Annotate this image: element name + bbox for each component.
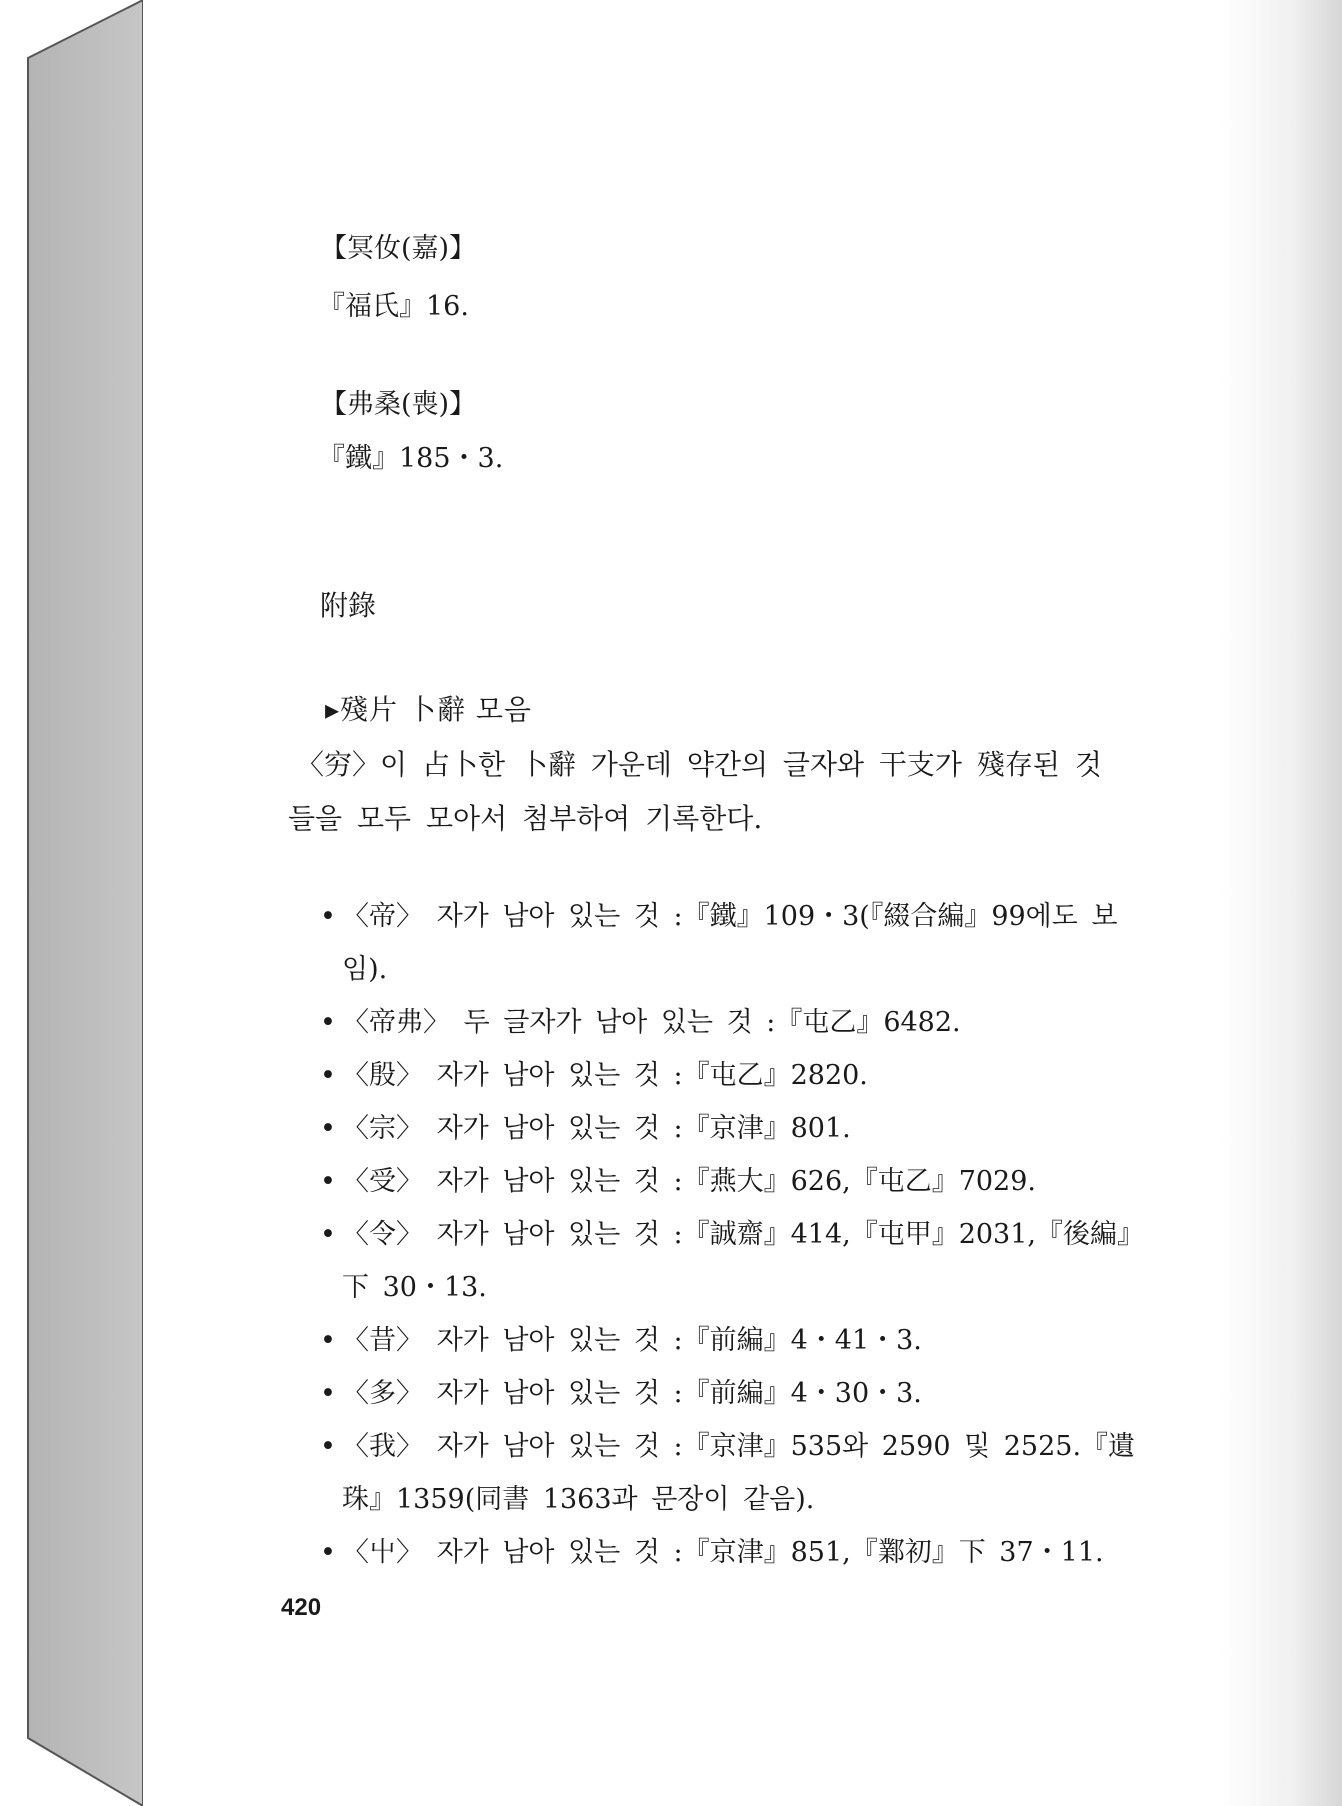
section-heading: ▸殘片 卜辭 모음 (325, 693, 532, 726)
item-line: 〈帝〉 자가 남아 있는 것 :『鐵』109・3(『綴合編』99에도 보 (342, 901, 1118, 932)
list-item (320, 996, 1190, 1049)
appendix-title: 附錄 (320, 589, 377, 622)
item-line: 임). (342, 954, 388, 985)
item-line: 〈殷〉 자가 남아 있는 것 :『屯乙』2820. (342, 1060, 868, 1091)
bullet-icon: • (320, 1378, 336, 1409)
bullet-icon: • (320, 1060, 336, 1091)
item-line: 〈多〉 자가 남아 있는 것 :『前編』4・30・3. (342, 1378, 922, 1409)
list-item (320, 1420, 1190, 1526)
list-item (320, 1102, 1190, 1155)
bullet-icon: • (320, 1325, 336, 1356)
item-line: 〈帝弗〉 두 글자가 남아 있는 것 :『屯乙』6482. (342, 1007, 961, 1038)
entry-reference: 『鐵』185・3. (318, 443, 504, 474)
page-number: 420 (281, 1594, 322, 1621)
bullet-icon: • (320, 1537, 336, 1568)
intro-line: 들을 모두 모아서 첨부하여 기록한다. (288, 802, 763, 835)
bullet-icon: • (320, 901, 336, 932)
entry-title: 【弗桑(喪)】 (320, 389, 477, 420)
entry-title: 【冥㚢(嘉)】 (320, 233, 477, 264)
list-item (320, 1155, 1190, 1208)
bullet-icon: • (320, 1219, 336, 1250)
bullet-icon: • (320, 1007, 336, 1038)
entry-reference: 『福氏』16. (318, 291, 469, 322)
item-line: 珠』1359(同書 1363과 문장이 같음). (342, 1484, 815, 1515)
list-item (320, 890, 1190, 996)
intro-paragraph (288, 738, 1188, 846)
item-line: 〈宗〉 자가 남아 있는 것 :『京津』801. (342, 1113, 851, 1144)
item-line: 〈受〉 자가 남아 있는 것 :『燕大』626,『屯乙』7029. (342, 1166, 1036, 1197)
list-item (320, 1208, 1190, 1314)
item-line: 〈令〉 자가 남아 있는 것 :『誠齋』414,『屯甲』2031,『後編』 (342, 1219, 1144, 1250)
item-line: 下 30・13. (342, 1272, 487, 1303)
bullet-icon: • (320, 1166, 336, 1197)
list-item (320, 1367, 1190, 1420)
list-item (320, 1049, 1190, 1102)
bullet-icon: • (320, 1113, 336, 1144)
fragment-list (320, 890, 1190, 1579)
item-line: 〈我〉 자가 남아 있는 것 :『京津』535와 2590 및 2525.『遺 (342, 1431, 1136, 1462)
bullet-icon: • (320, 1431, 336, 1462)
list-item (320, 1526, 1190, 1579)
item-line: 〈屮〉 자가 남아 있는 것 :『京津』851,『鄴初』下 37・11. (342, 1537, 1104, 1568)
item-line: 〈昔〉 자가 남아 있는 것 :『前編』4・41・3. (342, 1325, 922, 1356)
intro-line: 〈穷〉이 占卜한 卜辭 가운데 약간의 글자와 干支가 殘存된 것 (296, 748, 1102, 781)
list-item (320, 1314, 1190, 1367)
